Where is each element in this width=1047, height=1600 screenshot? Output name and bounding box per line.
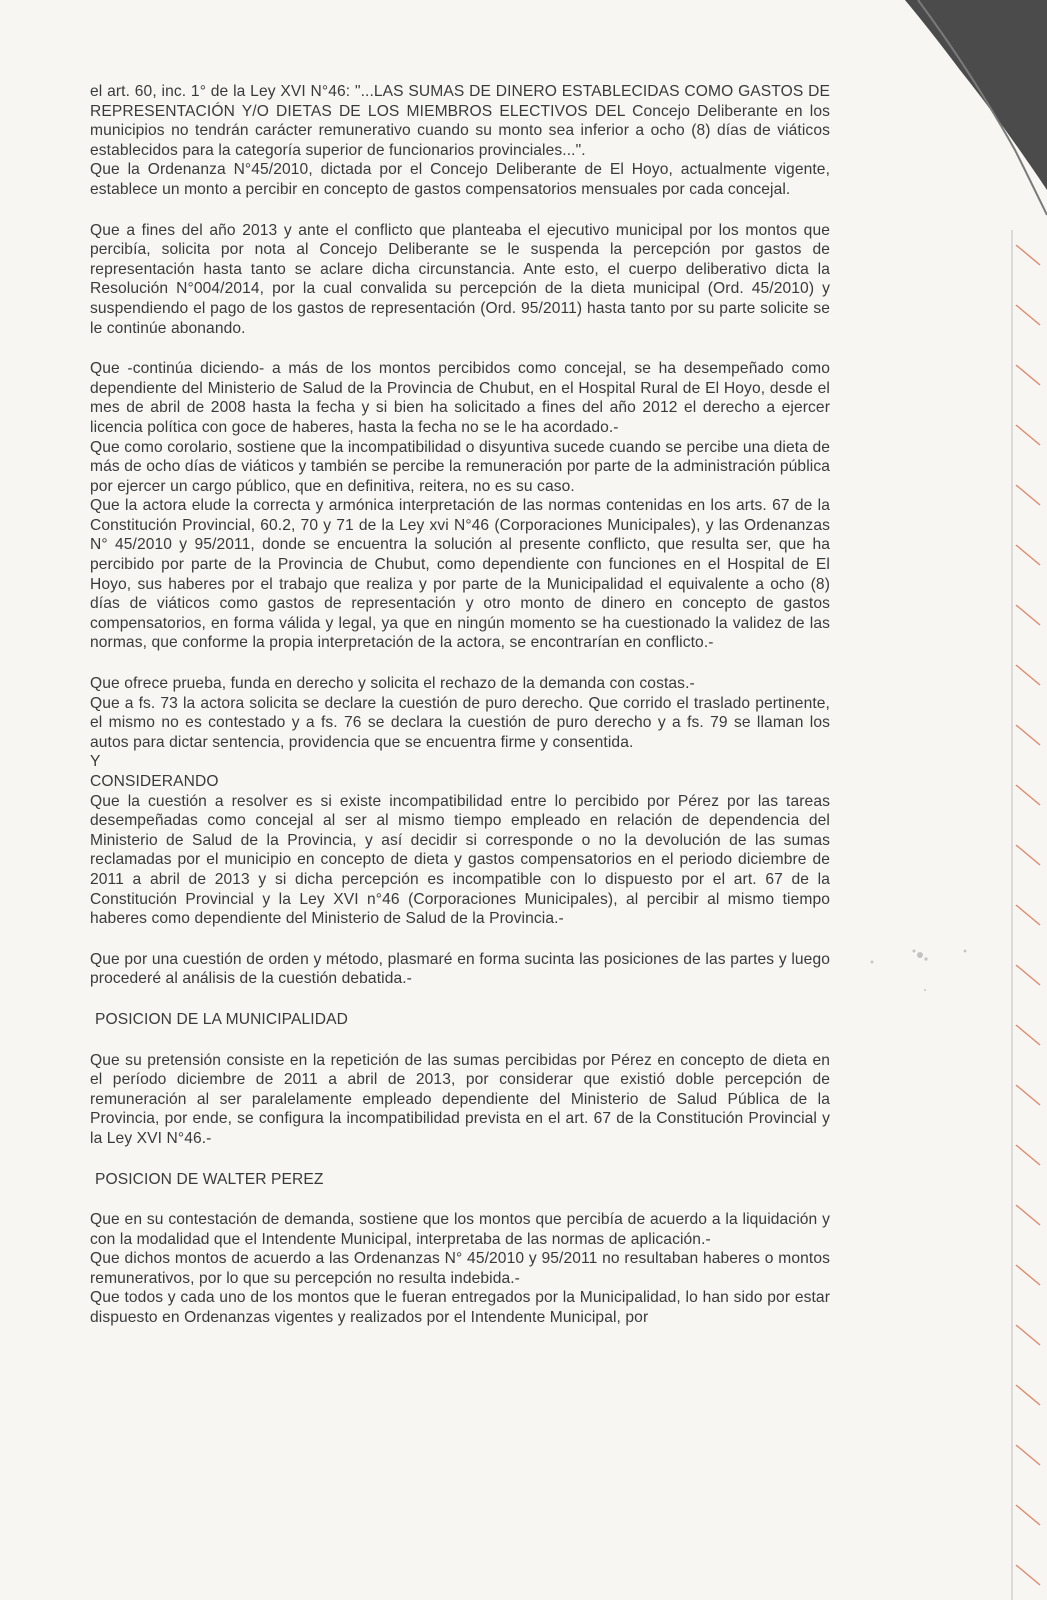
paragraph-ordenanza-45: Que la Ordenanza N°45/2010, dictada por el Concejo Deliberante de El Hoyo, actualmente vigente, establece un monto a percibir en concepto de gastos compensatorios mensuales por cada concejal. [90,161,830,198]
paragraph-actora-elude: Que la actora elude la correcta y armónica interpretación de las normas contenidas en los arts. 67 de la Constitución Provincial, 60.2, 70 y 71 de la Ley xvi N°46 (Corporaciones Municipales), y las Ordenanzas N° 45/2010 y 95/2011, donde se encuentra la solución al presente conflicto, que resulta ser, que ha percibido por parte de la Provincia de Chubut, como dependiente con funciones en el Hospital de El Hoyo, sus haberes por el trabajo que realiza y por parte de la Municipalidad el equivalente a ocho (8) días de viáticos como gastos de representación y otro monto de dinero en concepto de gastos compensatorios, en forma válida y legal, ya que en ningún momento se ha cuestionado la validez de las normas, que conforme la propia interpretación de la actora, se encontrarían en conflicto.- [90,497,830,652]
paragraph-ofrece-prueba: Que ofrece prueba, funda en derecho y solicita el rechazo de la demanda con costas.- [90,675,695,693]
paper-smudges [871,950,967,992]
paragraph-cuestion-a-resolver: Que la cuestión a resolver es si existe incompatibilidad entre lo percibido por Pérez por las tareas desempeñadas como concejal al ser al mismo tiempo empleado en relación de dependencia del Ministerio de Salud de la Provincia, y así decidir si corresponde o no la devolución de las sumas reclamadas por el municipio en concepto de dieta y gastos compensatorios en el periodo diciembre de 2011 a abril de 2013 y si dicha percepción es incompatible con lo dispuesto por el art. 67 de la Constitución Provincial y la Ley XVI n°46 (Corporaciones Municipales), al percibir al mismo tiempo haberes como dependiente del Ministerio de Salud de la Provincia.- [90,792,830,928]
right-margin-marks [1016,245,1040,1585]
paragraph-fines-2013: Que a fines del año 2013 y ante el conflicto que planteaba el ejecutivo municipal por los montos que percibía, solicita por nota al Concejo Deliberante se le suspenda la percepción por gastos de representación hasta tanto se aclare dicha circunstancia. Ante esto, el cuerpo deliberativo dicta la Resolución N°004/2014, por la cual convalida su percepción de la dieta municipal (Ord. 45/2010) y suspendiendo el pago de los gastos de representación (Ord. 95/2011) hasta tanto por su parte solicite se le continúe abonando. [90,221,830,337]
paragraph-corolario: Que como corolario, sostiene que la incompatibilidad o disyuntiva sucede cuando se percibe una dieta de más de ocho días de viáticos y también se percibe la remuneración por parte de la administración pública por ejercer un cargo público, que en definitiva, reitera, no es su caso. [90,438,830,495]
paragraph-todos-y-cada-uno: Que todos y cada uno de los montos que le fueran entregados por la Municipalidad, lo han sido por estar dispuesto en Ordenanzas vigentes y realizados por el Intendente Municipal, por [90,1289,830,1327]
paragraph-continua-diciendo: Que -continúa diciendo- a más de los montos percibidos como concejal, se ha desempeñado como dependiente del Ministerio de Salud de la Provincia de Chubut, en el Hospital Rural de El Hoyo, desde el mes de abril de 2008 hasta la fecha y si bien ha solicitado a fines del año 2012 el derecho a ejercer licencia política con goce de haberes, hasta la fecha no se le ha acordado.- [90,360,830,436]
corner-fold-shadow [905,0,1047,190]
heading-posicion-municipalidad: POSICION DE LA MUNICIPALIDAD [95,1010,348,1028]
document-body [90,82,830,1328]
heading-posicion-walter-perez: POSICION DE WALTER PEREZ [95,1170,324,1188]
paragraph-orden-y-metodo: Que por una cuestión de orden y método, plasmaré en forma sucinta las posiciones de las partes y luego procederé al análisis de la cuestión debatida.- [90,950,830,988]
corner-fold-edge [918,0,1047,215]
paragraph-fs-73: Que a fs. 73 la actora solicita se declare la cuestión de puro derecho. Que corrido el traslado pertinente, el mismo no es contestado y a fs. 76 se declara la cuestión de puro derecho y a fs. 79 se llaman los autos para dictar sentencia, providencia que se encuentra firme y consentida. [90,694,830,751]
paragraph-contestacion-demanda: Que en su contestación de demanda, sostiene que los montos que percibía de acuerdo a la liquidación y con la modalidad que el Intendente Municipal, interpretaba de las normas de aplicación.- [90,1211,830,1248]
paragraph-pretension: Que su pretensión consiste en la repetición de las sumas percibidas por Pérez en concepto de dieta en el período diciembre de 2011 a abril de 2013, por considerar que existió doble percepción de remuneración al ser paralelamente empleado dependiente del Ministerio de Salud Pública de la Provincia, por ende, se configura la incompatibilidad prevista en el art. 67 de la Constitución Provincial y la Ley XVI N°46.- [90,1051,830,1147]
paragraph-y: Y [90,753,101,771]
paragraph-quote-art-60: el art. 60, inc. 1° de la Ley XVI N°46: "...LAS SUMAS DE DINERO ESTABLECIDAS COMO GASTOS DE REPRESENTACIÓN Y/O DIETAS DE LOS MIEMBROS ELECTIVOS DEL Concejo Deliberante en los municipios no tendrán carácter remunerativo cuando su monto sea inferior a ocho (8) días de viáticos establecidos para la categoría superior de funcionarios provinciales...". [90,83,830,159]
paragraph-dichos-montos: Que dichos montos de acuerdo a las Ordenanzas N° 45/2010 y 95/2011 no resultaban haberes o montos remunerativos, por lo que su percepción no resulta indebida.- [90,1250,830,1287]
heading-considerando: CONSIDERANDO [90,773,219,790]
